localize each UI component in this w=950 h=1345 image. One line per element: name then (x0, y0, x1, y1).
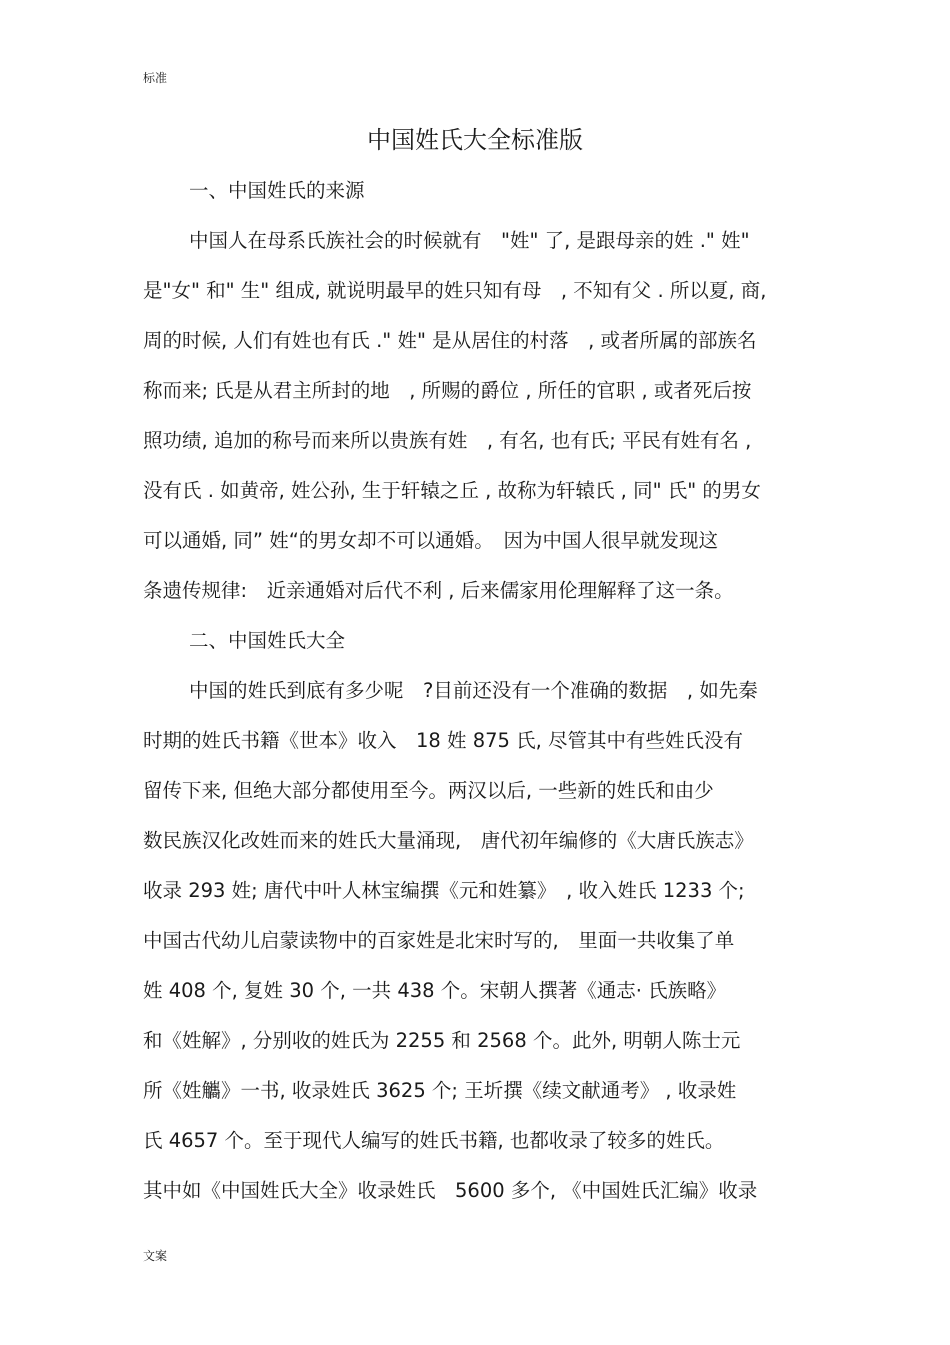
paragraph-line: 数民族汉化改姓而来的姓氏大量涌现, 唐代初年编修的《大唐氏族志》 (143, 829, 754, 852)
paragraph-line: 其中如《中国姓氏大全》收录姓氏 5600 多个, 《中国姓氏汇编》收录 (143, 1179, 758, 1202)
section-heading: 二、中国姓氏大全 (189, 629, 346, 652)
paragraph-line: 是"女" 和" 生" 组成, 就说明最早的姓只知有母 , 不知有父 . 所以夏, 商, (143, 279, 767, 302)
paragraph-line: 所《姓觿》一书, 收录姓氏 3625 个; 王圻撰《续文献通考》 , 收录姓 (143, 1079, 737, 1102)
paragraph-line: 氏 4657 个。至于现代人编写的姓氏书籍, 也都收录了较多的姓氏。 (143, 1129, 725, 1152)
paragraph-line: 照功绩, 追加的称号而来所以贵族有姓 , 有名, 也有氏; 平民有姓有名 , (143, 429, 752, 452)
paragraph-line: 时期的姓氏书籍《世本》收入 18 姓 875 氏, 尽管其中有些姓氏没有 (143, 729, 744, 752)
paragraph-line: 中国古代幼儿启蒙读物中的百家姓是北宋时写的, 里面一共收集了单 (143, 929, 735, 952)
page-footer: 文案 (143, 1249, 168, 1263)
section-heading: 一、中国姓氏的来源 (189, 179, 365, 202)
page-header: 标准 (143, 71, 168, 85)
paragraph-line: 和《姓解》, 分别收的姓氏为 2255 和 2568 个。此外, 明朝人陈士元 (143, 1029, 741, 1052)
paragraph-line: 称而来; 氏是从君主所封的地 , 所赐的爵位 , 所任的官职 , 或者死后按 (143, 379, 752, 402)
paragraph-line: 条遗传规律: 近亲通婚对后代不利 , 后来儒家用伦理解释了这一条。 (143, 579, 734, 602)
document-body (143, 166, 805, 1216)
paragraph-line: 可以通婚, 同” 姓“的男女却不可以通婚。 因为中国人很早就发现这 (143, 529, 719, 552)
paragraph-line: 收录 293 姓; 唐代中叶人林宝编撰《元和姓纂》 , 收入姓氏 1233 个; (143, 879, 745, 902)
paragraph-line: 没有氏 . 如黄帝, 姓公孙, 生于轩辕之丘 , 故称为轩辕氏 , 同" 氏" 的男女 (143, 479, 761, 502)
paragraph-line: 中国的姓氏到底有多少呢 ?目前还没有一个准确的数据 , 如先秦 (189, 679, 758, 702)
paragraph-line: 留传下来, 但绝大部分都使用至今。两汉以后, 一些新的姓氏和由少 (143, 779, 714, 802)
paragraph-line: 姓 408 个, 复姓 30 个, 一共 438 个。宋朝人撰著《通志· 氏族略》 (143, 979, 727, 1002)
paragraph-line: 中国人在母系氏族社会的时候就有 "姓" 了, 是跟母亲的姓 ." 姓" (189, 229, 750, 252)
paragraph-line: 周的时候, 人们有姓也有氏 ." 姓" 是从居住的村落 , 或者所属的部族名 (143, 329, 757, 352)
document-title: 中国姓氏大全标准版 (367, 126, 583, 154)
